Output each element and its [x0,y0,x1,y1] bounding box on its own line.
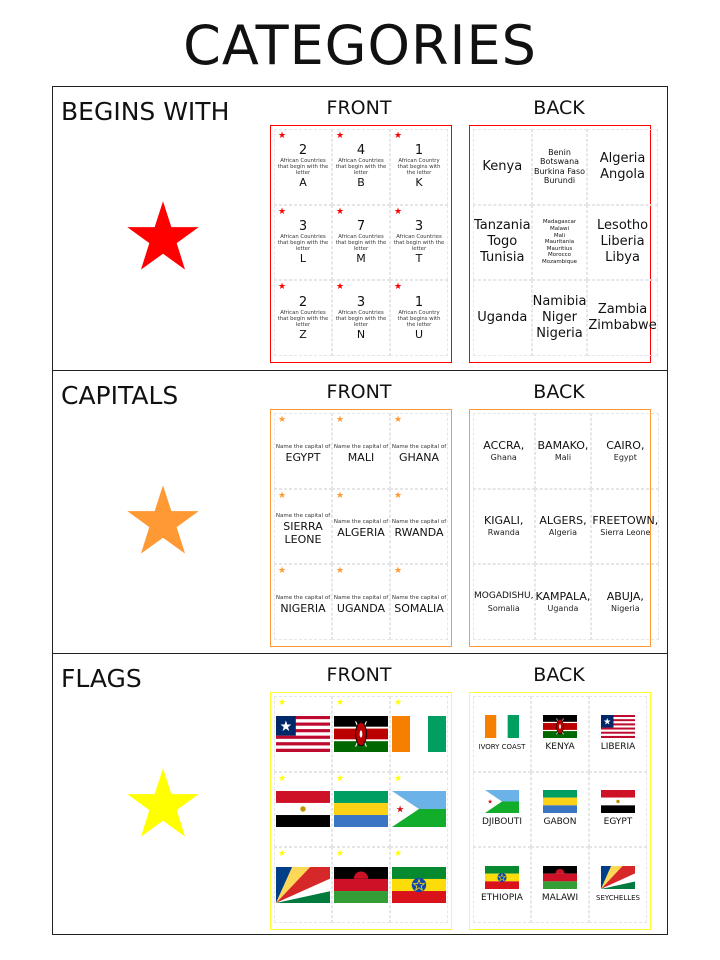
front-card [332,847,390,923]
front-card [332,129,390,205]
card-number: 2 [298,294,308,310]
ivory-coast-flag-icon [392,716,446,752]
country-name: EGYPT [285,450,321,464]
card-prompt: African Countries that begin with the letter [335,233,387,252]
row-label: FLAGS [61,664,142,693]
mini-star-icon: ★ [336,773,345,784]
back-card [473,489,535,565]
djibouti-flag-icon [485,790,519,813]
country-name: Sierra Leone [600,528,651,538]
front-card [274,413,332,489]
country-name: GHANA [398,450,440,464]
country-name: Botswana [539,157,580,167]
country-name: RWANDA [394,526,444,540]
mini-star-icon: ★ [394,698,403,708]
card-prompt: African Countries that begin with the letter [277,233,329,252]
front-card [332,696,390,772]
front-heading: FRONT [326,97,392,119]
country-name: Algeria [599,150,646,166]
capital-name: ABUJA, [606,590,644,604]
mini-star-icon: ★ [278,490,287,501]
card-prompt: Name the capital of [275,595,331,602]
country-name: Uganda [547,604,579,614]
card-prompt: African Country that begins with the letter [397,158,441,177]
back-card [473,205,532,281]
front-card [390,280,448,356]
row-label: BEGINS WITH [61,97,230,126]
front-heading: FRONT [326,381,392,403]
mini-star-icon: ★ [394,282,403,293]
front-card [332,280,390,356]
country-name: Libya [605,250,640,266]
card-number: 2 [298,143,308,159]
country-name: KENYA [545,741,575,752]
card-prompt: African Countries that begin with the letter [335,309,387,328]
mini-star-icon: ★ [394,849,403,860]
card-prompt: African Countries that begin with the letter [277,158,329,177]
country-name: Madagascar [542,219,577,226]
country-name: Namibia [532,294,587,310]
country-name: NIGERIA [280,602,326,616]
back-card [473,772,531,848]
country-name: Nigeria [536,326,583,342]
front-card [390,129,448,205]
mini-star-icon: ★ [278,849,287,860]
card-letter: U [414,327,424,341]
country-name: Zambia [597,302,648,318]
kenya-flag-icon [334,716,388,752]
page-title: CATEGORIES [183,14,537,77]
country-name: Mali [554,452,572,462]
mini-star-icon: ★ [336,849,345,860]
country-name: Zimbabwe [588,318,657,334]
back-card [532,129,588,205]
country-name: Mauritania [544,239,575,246]
card-letter: A [299,176,307,190]
liberia-flag-icon [276,716,330,752]
mini-star-icon: ★ [336,282,345,293]
back-card [532,205,588,281]
ethiopia-flag-icon [392,867,446,903]
country-name: MALAWI [541,893,579,904]
malawi-flag-icon [543,866,577,889]
back-card [535,564,592,640]
country-name: SIERRA LEONE [283,519,323,546]
card-letter: K [415,176,423,190]
card-letter: N [356,327,366,341]
djibouti-flag-icon [392,791,446,827]
kenya-flag-icon [543,715,577,738]
back-card [591,564,659,640]
orange-star-icon [125,483,201,559]
back-card [587,129,657,205]
card-letter: Z [299,327,307,341]
gabon-flag-icon [543,790,577,813]
country-name: Egypt [613,452,637,462]
country-name: Tanzania [474,218,531,234]
back-card [473,564,535,640]
row-begins-with [53,87,667,370]
country-name: Angola [600,166,646,182]
country-name: SEYCHELLES [596,894,640,903]
back-card [473,847,531,923]
mini-star-icon: ★ [278,282,287,293]
country-name: Ghana [490,452,517,462]
mini-star-icon: ★ [278,698,287,708]
back-card [532,280,588,356]
front-card [332,489,390,565]
card-letter: B [357,176,365,190]
front-card [332,413,390,489]
card-prompt: Name the capital of [333,443,389,450]
country-name: LIBERIA [600,741,636,752]
front-card [274,129,332,205]
front-card [390,696,448,772]
country-name: Rwanda [487,528,520,538]
front-card-sheet [270,692,452,930]
categories-table [52,86,668,935]
card-prompt: Name the capital of [333,595,389,602]
front-card [274,847,332,923]
front-card [390,564,448,640]
mini-star-icon: ★ [336,415,345,425]
mini-star-icon: ★ [394,206,403,217]
country-name: EGYPT [603,817,633,828]
card-prompt: Name the capital of [391,595,447,602]
back-card [587,280,657,356]
country-name: Mozambique [541,258,578,265]
back-card [587,205,657,281]
card-number: 3 [356,294,366,310]
card-letter: M [356,251,366,265]
back-heading: BACK [533,381,585,403]
country-name: IVORY COAST [478,742,526,751]
capital-name: CAIRO, [606,438,645,452]
card-number: 4 [356,143,366,159]
egypt-flag-icon [276,791,330,827]
mini-star-icon: ★ [336,490,345,501]
back-card [535,489,592,565]
back-card [589,847,647,923]
back-card [473,280,532,356]
card-letter: T [415,251,423,265]
row-flags [53,653,667,936]
capital-name: KIGALI, [484,514,524,528]
capital-name: BAMAKO, [537,438,589,452]
mini-star-icon: ★ [394,415,403,425]
capital-name: ALGERS, [539,514,587,528]
capital-name: KAMPALA, [535,590,591,604]
back-card [473,129,532,205]
front-card [274,564,332,640]
mini-star-icon: ★ [394,131,403,141]
country-name: GABON [543,817,577,828]
capital-name: MOGADISHU, [474,591,534,602]
ivory-coast-flag-icon [485,715,519,738]
front-card [390,847,448,923]
back-card [473,413,535,489]
mini-star-icon: ★ [336,698,345,708]
front-card [332,772,390,848]
card-prompt: Name the capital of [391,519,447,526]
front-heading: FRONT [326,664,392,686]
front-card [274,205,332,281]
row-label: CAPITALS [61,381,179,410]
front-card-sheet [270,125,452,363]
country-name: Uganda [477,310,528,326]
capital-name: ACCRA, [483,438,525,452]
card-number: 1 [414,143,424,159]
mini-star-icon: ★ [336,566,345,577]
front-card [390,489,448,565]
back-card [591,413,659,489]
back-card-sheet [469,409,659,647]
country-name: Burundi [543,176,576,186]
front-card [274,280,332,356]
mini-star-icon: ★ [394,566,403,577]
back-card-sheet [469,125,657,363]
country-name: UGANDA [336,602,386,616]
mini-star-icon: ★ [278,415,287,425]
capital-name: FREETOWN, [592,514,659,528]
back-card [589,772,647,848]
country-name: Burkina Faso [533,166,586,176]
front-card [274,696,332,772]
country-name: MALI [347,450,375,464]
back-heading: BACK [533,97,585,119]
country-name: Somalia [487,604,520,614]
country-name: Liberia [600,234,645,250]
front-card-sheet [270,409,452,647]
country-name: Togo [487,234,518,250]
mini-star-icon: ★ [278,566,287,577]
yellow-star-icon [125,766,201,842]
card-letter: L [299,251,307,265]
back-card [531,847,589,923]
card-prompt: African Countries that begin with the letter [393,233,445,252]
back-card [531,772,589,848]
back-card [473,696,531,772]
back-card [589,696,647,772]
card-number: 7 [356,218,366,234]
back-card [535,413,592,489]
mini-star-icon: ★ [278,131,287,141]
front-card [390,413,448,489]
country-name: DJIBOUTI [481,817,523,828]
country-name: Malawi [549,226,570,232]
back-card [591,489,659,565]
card-prompt: Name the capital of [333,519,389,526]
country-name: Benin [548,147,571,157]
card-prompt: Name the capital of [275,512,331,519]
card-number: 3 [414,218,424,234]
ethiopia-flag-icon [485,866,519,889]
mini-star-icon: ★ [336,206,345,217]
card-number: 1 [414,294,424,310]
card-number: 3 [298,218,308,234]
mini-star-icon: ★ [394,490,403,501]
malawi-flag-icon [334,867,388,903]
front-card [274,489,332,565]
liberia-flag-icon [601,715,635,738]
country-name: ETHIOPIA [481,893,523,904]
card-prompt: African Countries that begin with the letter [277,309,329,328]
front-card [274,772,332,848]
gabon-flag-icon [334,791,388,827]
front-card [332,564,390,640]
mini-star-icon: ★ [394,773,403,784]
country-name: ALGERIA [337,526,385,540]
country-name: Mali [553,232,566,239]
front-card [390,772,448,848]
card-prompt: African Countries that begin with the letter [335,158,387,177]
country-name: Lesotho [597,218,649,234]
red-star-icon [125,199,201,275]
country-name: Morocco [547,252,572,259]
card-prompt: Name the capital of [275,443,331,450]
front-card [332,205,390,281]
country-name: Kenya [482,158,523,174]
seychelles-flag-icon [276,867,330,903]
mini-star-icon: ★ [278,206,287,217]
back-card [531,696,589,772]
mini-star-icon: ★ [278,773,287,784]
country-name: Algeria [548,528,577,538]
front-card [390,205,448,281]
country-name: Mauritius [546,245,573,252]
back-heading: BACK [533,664,585,686]
card-prompt: African Country that begins with the letter [397,309,441,328]
mini-star-icon: ★ [336,131,345,141]
egypt-flag-icon [601,790,635,813]
back-card-sheet [469,692,651,930]
country-name: Niger [542,310,577,326]
country-name: Nigeria [611,604,640,614]
seychelles-flag-icon [601,866,635,889]
row-capitals [53,370,667,653]
card-prompt: Name the capital of [391,443,447,450]
country-name: SOMALIA [394,602,444,616]
country-name: Tunisia [480,250,525,266]
